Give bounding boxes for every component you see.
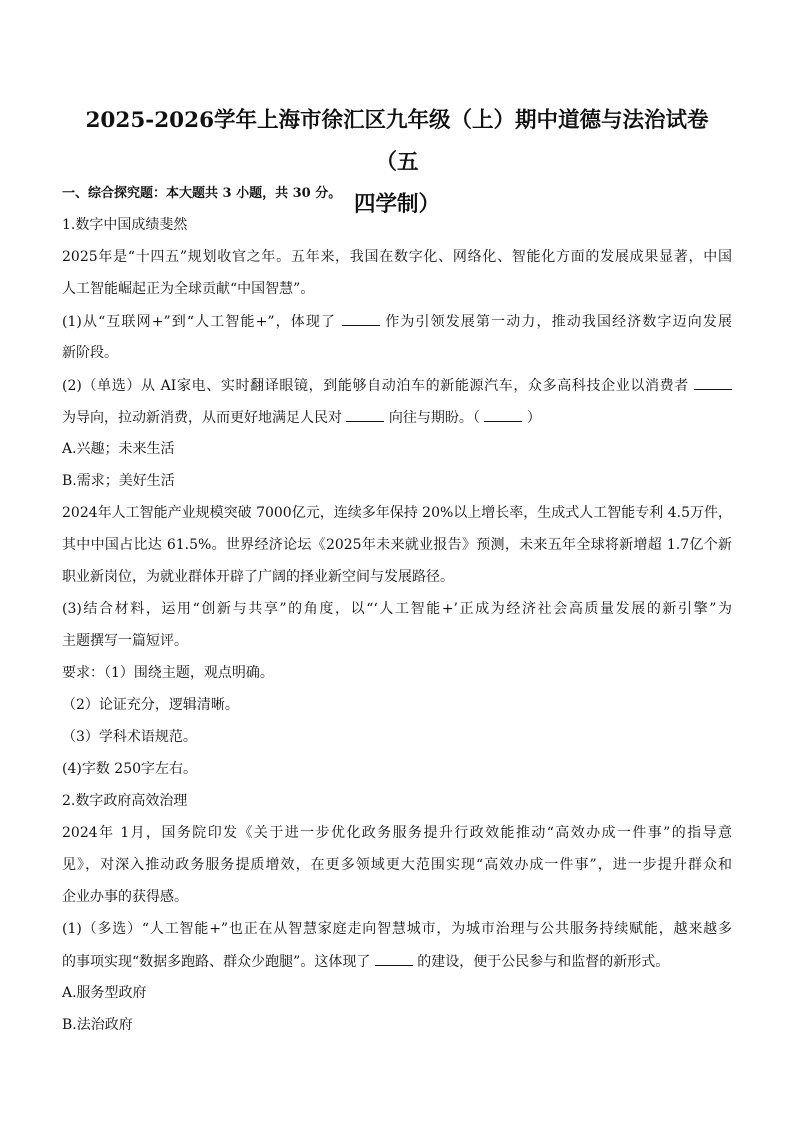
answer-blank[interactable] [484, 407, 522, 422]
q2-option-a[interactable]: A.服务型政府 [62, 985, 147, 1001]
q1-part3-line1: (3)结合材料，运用“创新与共享”的角度，以“‘人工智能+’正成为经济社会高质量发展的新引擎”为 [62, 601, 732, 617]
q1-part1-line2: 新阶段。 [62, 345, 118, 361]
q2-part1-text-b: 的建设，便于公民参与和监督的新形式。 [417, 954, 670, 970]
answer-blank[interactable] [694, 375, 732, 390]
q1-option-a[interactable]: A.兴趣；未来生活 [62, 441, 175, 457]
q1-requirement-3: （3）学科术语规范。 [62, 729, 197, 745]
q1-part2-text-a: (2)（单选）从 AI家电、实时翻译眼镜，到能够自动泊车的新能源汽车，众多高科技企业以消费者 [62, 378, 689, 394]
q2-title: 2.数字政府高效治理 [62, 793, 188, 809]
q1-part2-line2 [62, 407, 732, 428]
q2-part1-line1: (1)（多选）“人工智能+”也正在从智慧家庭走向智慧城市，为城市治理与公共服务持续赋能，越来越多 [62, 921, 732, 937]
answer-blank[interactable] [342, 311, 380, 326]
q1-intro-line2: 人工智能崛起正为全球贡献“中国智慧”。 [62, 281, 315, 297]
q1-part2-text-d: ） [526, 410, 541, 426]
q2-intro-line2: 见》，对深入推动政务服务提质增效，在更多领域更大范围实现“高效办成一件事”，进一步提升群众和 [62, 857, 732, 873]
q1-requirement-4: (4)字数 250字左右。 [62, 761, 198, 777]
q2-option-b[interactable]: B.法治政府 [62, 1017, 133, 1033]
q1-intro-line1: 2025年是“十四五”规划收官之年。五年来，我国在数字化、网络化、智能化方面的发展成果显著，中国 [62, 249, 732, 265]
q1-material-line2: 其中中国占比达 61.5%。世界经济论坛《2025年未来就业报告》预测，未来五年全球将新增超 1.7亿个新 [62, 537, 732, 553]
q2-intro-line3: 企业办事的获得感。 [62, 889, 188, 905]
q2-part1-text-a: 的事项实现“数据多跑路、群众少跑腿”。这体现了 [62, 954, 371, 970]
q2-intro-line1: 2024年 1月，国务院印发《关于进一步优化政务服务提升行政效能推动“高效办成一件事”的指导意 [62, 825, 732, 841]
q1-part2-text-b: 为导向，拉动新消费，从而更好地满足人民对 [62, 410, 342, 426]
exam-title-line1: 2025-2026学年上海市徐汇区九年级（上）期中道德与法治试卷（五 [85, 108, 709, 175]
q1-requirement-1: 要求：（1）围绕主题，观点明确。 [62, 665, 274, 681]
answer-blank[interactable] [375, 951, 413, 966]
q1-part3-line2: 主题撰写一篇短评。 [62, 633, 188, 649]
q1-part1-text-b: 作为引领发展第一动力，推动我国经济数字迈向发展 [385, 314, 733, 330]
q1-part2-line1 [62, 375, 732, 396]
exam-title-line2: 四学制） [353, 192, 440, 217]
answer-blank[interactable] [346, 407, 384, 422]
section-heading: 一、综合探究题：本大题共 3 小题，共 30 分。 [62, 186, 342, 201]
q1-requirement-2: （2）论证充分，逻辑清晰。 [62, 697, 239, 713]
q1-title: 1.数字中国成绩斐然 [62, 217, 188, 233]
q1-part1-line1 [62, 311, 732, 332]
q1-material-line3: 职业新岗位，为就业群体开辟了广阔的择业新空间与发展路径。 [62, 569, 454, 585]
q1-part2-text-c: 向往与期盼。（ [388, 410, 480, 426]
q1-option-b[interactable]: B.需求；美好生活 [62, 473, 175, 489]
q1-part1-text-a: (1)从“互联网+”到“人工智能+”，体现了 [62, 314, 337, 330]
q1-material-line1: 2024年人工智能产业规模突破 7000亿元，连续多年保持 20%以上增长率，生成式人工智能专利 4.5万件， [62, 505, 732, 521]
exam-title [70, 100, 724, 226]
q2-part1-line2 [62, 951, 732, 972]
